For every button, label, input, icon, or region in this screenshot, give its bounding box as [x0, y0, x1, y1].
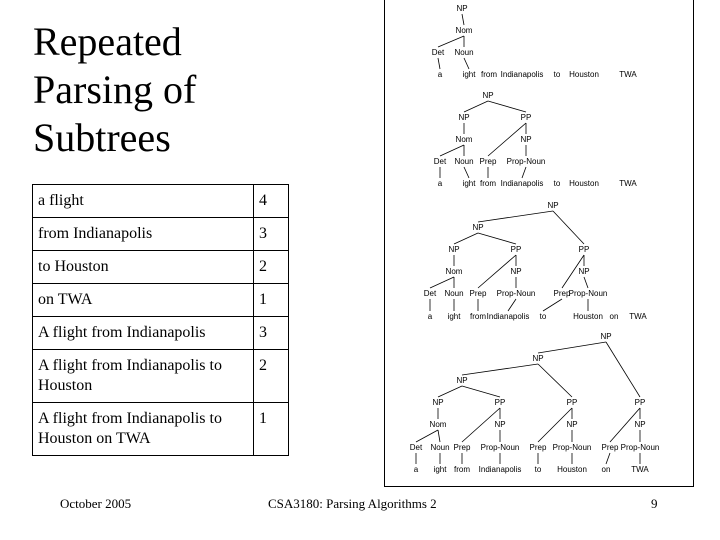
table-row — [33, 350, 289, 403]
tree-node-label: Det — [431, 48, 445, 57]
tree-node-label: NP — [456, 376, 468, 385]
tree-edge — [488, 101, 526, 112]
tree-leaf-word: to — [553, 179, 561, 188]
tree-leaf-word: a — [413, 465, 419, 474]
tree-node-label: Nom — [429, 420, 447, 429]
tree-node-label: Prop-Noun — [496, 289, 536, 298]
parse-tree — [434, 91, 638, 188]
tree-leaf-word: a — [437, 179, 443, 188]
table-row — [33, 317, 289, 350]
table-row — [33, 284, 289, 317]
tree-leaf-word: on — [601, 465, 611, 474]
tree-node-label: Nom — [455, 135, 473, 144]
count-cell: 2 — [254, 350, 289, 403]
tree-node-label: Prop-Noun — [552, 443, 592, 452]
tree-edge — [462, 364, 538, 375]
phrase-cell: to Houston — [33, 251, 254, 284]
tree-node-label: Noun — [430, 443, 450, 452]
tree-leaf-word: from — [454, 465, 470, 474]
tree-node-label: Nom — [445, 267, 463, 276]
footer-course: CSA3180: Parsing Algorithms 2 — [268, 496, 437, 511]
tree-leaf-word: Indianapolis — [500, 70, 544, 79]
tree-leaf-word: Houston — [569, 70, 599, 79]
page-number: 9 — [651, 496, 658, 511]
tree-node-label: Det — [433, 157, 447, 166]
count-cell: 3 — [254, 317, 289, 350]
table-row — [33, 185, 289, 218]
parse-trees-figure — [384, 0, 692, 486]
tree-edge — [438, 36, 464, 47]
phrase-cell: on TWA — [33, 284, 254, 317]
tree-leaf-word: Indianapolis — [500, 179, 544, 188]
count-cell: 1 — [254, 403, 289, 456]
tree-leaf-word: TWA — [619, 179, 637, 188]
tree-node-label: Noun — [454, 157, 474, 166]
tree-node-label: PP — [634, 398, 646, 407]
tree-node-label: NP — [510, 267, 522, 276]
tree-node-label: NP — [634, 420, 646, 429]
phrase-cell: A flight from Indianapolis — [33, 317, 254, 350]
tree-node-label: Prop-Noun — [620, 443, 660, 452]
tree-node-label: NP — [432, 398, 444, 407]
tree-edge — [584, 277, 588, 288]
tree-leaf-word: TWA — [631, 465, 649, 474]
table-row — [33, 403, 289, 456]
tree-node-label: Noun — [444, 289, 464, 298]
tree-edge — [438, 386, 462, 397]
subtree-count-table — [32, 184, 289, 456]
count-cell: 2 — [254, 251, 289, 284]
tree-edge — [508, 299, 516, 311]
tree-leaf-word: from — [470, 312, 486, 321]
tree-node-label: PP — [510, 245, 522, 254]
tree-edge — [454, 233, 478, 244]
tree-leaf-word: Indianapolis — [478, 465, 522, 474]
tree-edge — [462, 386, 500, 397]
tree-leaf-word: to — [553, 70, 561, 79]
tree-node-label: NP — [520, 135, 532, 144]
tree-node-label: PP — [520, 113, 532, 122]
tree-node-label: PP — [566, 398, 578, 407]
tree-leaf-word: a — [437, 70, 443, 79]
tree-node-label: NP — [472, 223, 484, 232]
tree-node-label: NP — [458, 113, 470, 122]
tree-node-label: Noun — [454, 48, 474, 57]
tree-leaf-word: TWA — [629, 312, 647, 321]
tree-leaf-word: on — [609, 312, 619, 321]
tree-node-label: Prep — [553, 289, 571, 298]
tree-node-label: Prop-Noun — [480, 443, 520, 452]
tree-node-label: Prop-Noun — [506, 157, 546, 166]
tree-node-label: Prop-Noun — [568, 289, 608, 298]
tree-leaf-word: ight — [462, 70, 476, 79]
tree-node-label: Prep — [601, 443, 619, 452]
parse-tree — [410, 332, 660, 474]
tree-node-label: NP — [482, 91, 494, 100]
phrase-cell: from Indianapolis — [33, 218, 254, 251]
tree-leaf-word: Houston — [573, 312, 603, 321]
tree-node-label: Prep — [529, 443, 547, 452]
tree-edge — [553, 211, 584, 244]
tree-node-label: NP — [547, 201, 559, 210]
tree-node-label: Nom — [455, 26, 473, 35]
tree-leaf-word: ight — [433, 465, 447, 474]
tree-edge — [438, 58, 440, 69]
tree-node-label: Det — [423, 289, 437, 298]
tree-leaf-word: ight — [462, 179, 476, 188]
tree-leaf-word: TWA — [619, 70, 637, 79]
footer-date: October 2005 — [60, 496, 132, 511]
tree-leaf-word: to — [534, 465, 542, 474]
tree-node-label: PP — [578, 245, 590, 254]
tree-edge — [438, 430, 440, 442]
tree-edge — [430, 277, 454, 288]
tree-edge — [538, 364, 572, 397]
tree-leaf-word: from — [481, 70, 497, 79]
tree-leaf-word: to — [539, 312, 547, 321]
tree-node-label: NP — [456, 4, 468, 13]
tree-edge — [543, 299, 562, 311]
tree-node-label: NP — [566, 420, 578, 429]
tree-node-label: NP — [448, 245, 460, 254]
tree-node-label: NP — [600, 332, 612, 341]
tree-edge — [464, 101, 488, 112]
count-cell: 3 — [254, 218, 289, 251]
tree-edge — [606, 453, 610, 464]
tree-edge — [464, 167, 469, 178]
tree-node-label: Det — [409, 443, 423, 452]
phrase-cell: A flight from Indianapolis to Houston — [33, 350, 254, 403]
phrase-cell: A flight from Indianapolis to Houston on TWA — [33, 403, 254, 456]
tree-node-label: NP — [494, 420, 506, 429]
tree-node-label: NP — [578, 267, 590, 276]
tree-edge — [464, 58, 469, 69]
tree-node-label: Prep — [479, 157, 497, 166]
tree-node-label: Prep — [453, 443, 471, 452]
tree-edge — [478, 211, 553, 222]
tree-leaf-word: Indianapolis — [486, 312, 530, 321]
tree-edge — [522, 167, 526, 178]
tree-leaf-word: Houston — [569, 179, 599, 188]
table-row — [33, 251, 289, 284]
tree-leaf-word: Houston — [557, 465, 587, 474]
parse-tree — [424, 201, 648, 321]
tree-node-label: Prep — [469, 289, 487, 298]
tree-leaf-word: ight — [447, 312, 461, 321]
table-row — [33, 218, 289, 251]
tree-node-label: NP — [532, 354, 544, 363]
parse-tree — [432, 4, 638, 79]
tree-edge — [606, 342, 640, 397]
tree-leaf-word: a — [427, 312, 433, 321]
tree-leaf-word: from — [480, 179, 496, 188]
tree-edge — [538, 342, 606, 353]
tree-edge — [416, 430, 438, 442]
phrase-cell: a flight — [33, 185, 254, 218]
count-cell: 1 — [254, 284, 289, 317]
slide-title: Repeated Parsing of Subtrees — [33, 19, 197, 160]
count-cell: 4 — [254, 185, 289, 218]
tree-edge — [478, 233, 516, 244]
tree-edge — [462, 14, 464, 25]
tree-node-label: PP — [494, 398, 506, 407]
tree-edge — [440, 145, 464, 156]
